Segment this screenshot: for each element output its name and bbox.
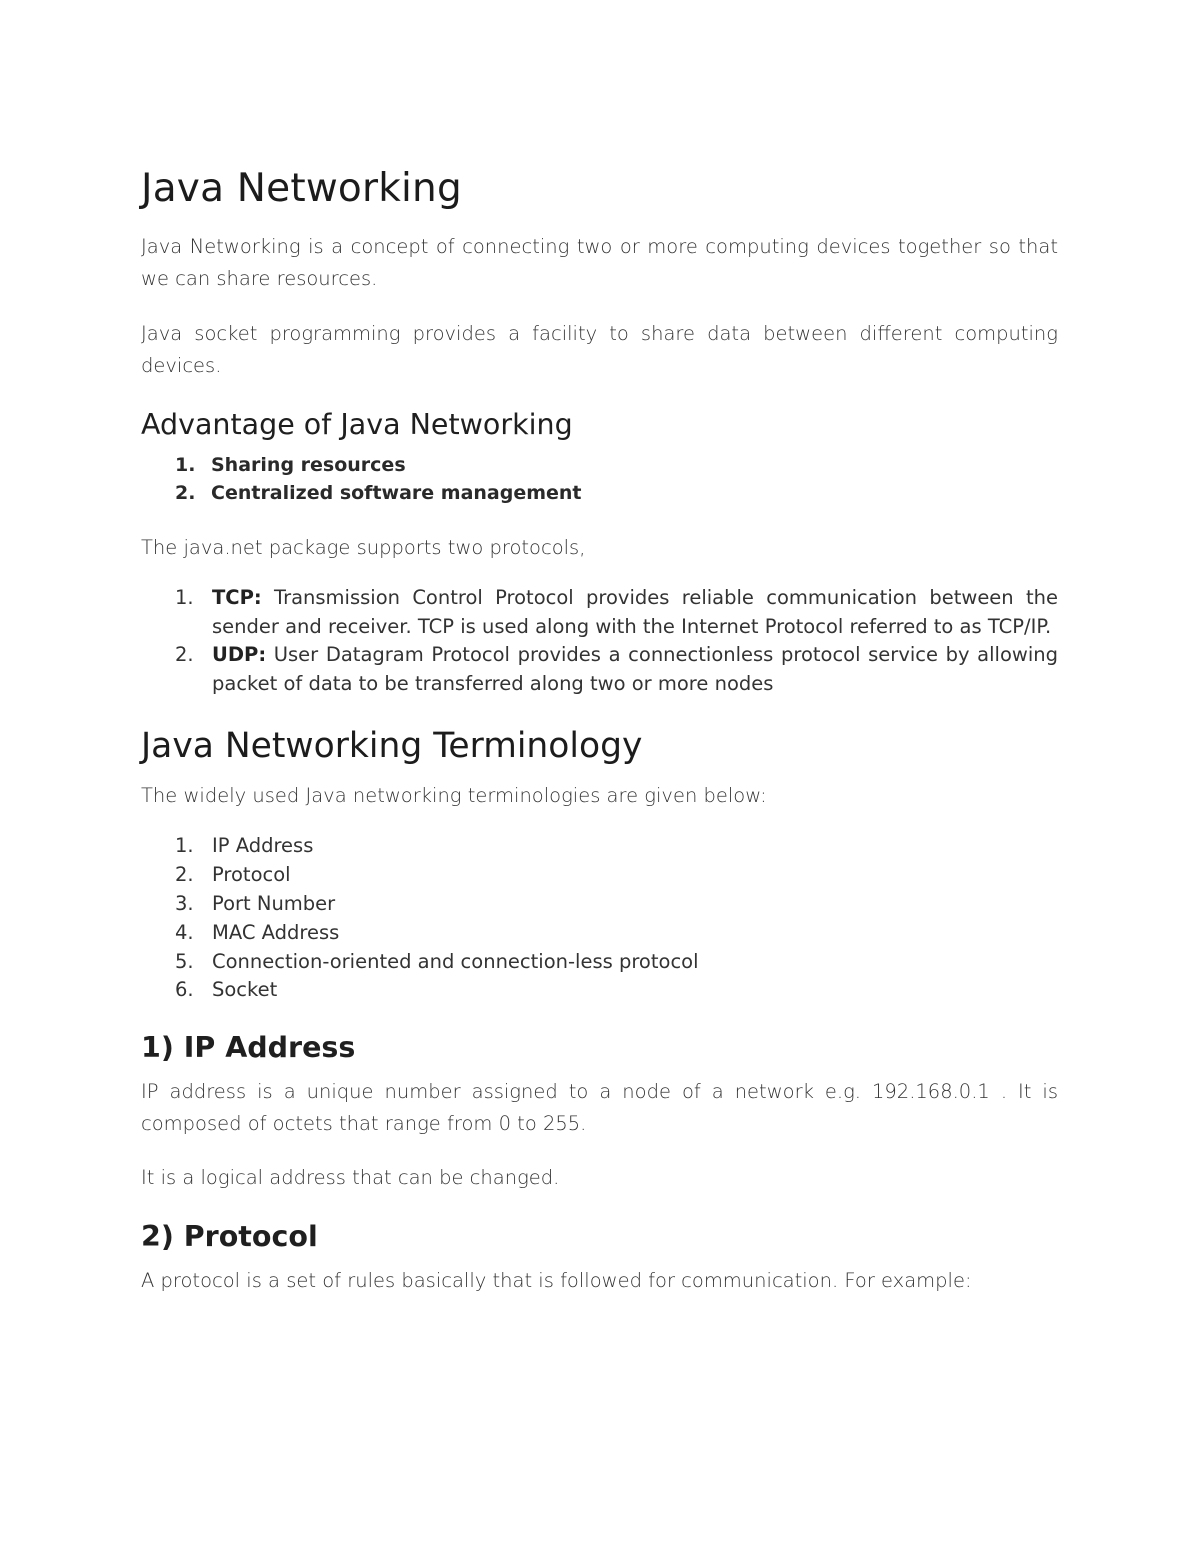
list-item-label: IP Address bbox=[212, 834, 314, 858]
list-item bbox=[141, 919, 1058, 948]
protocol-description: Transmission Control Protocol provides reliable communication between the sender and receiver. TCP is used along with the Internet Protocol referred to as TCP/IP. bbox=[212, 586, 1058, 638]
list-item-label: Socket bbox=[212, 978, 278, 1002]
protocol-paragraph: A protocol is a set of rules basically that is followed for communication. For example: bbox=[141, 1269, 972, 1293]
list-item bbox=[141, 451, 1058, 479]
list-item-label: Centralized software management bbox=[211, 482, 582, 504]
list-item bbox=[141, 948, 1058, 977]
list-item bbox=[141, 976, 1058, 1005]
ip-address-heading: 1) IP Address bbox=[141, 1031, 356, 1065]
list-number: 1. bbox=[175, 834, 194, 858]
protocol-heading: 2) Protocol bbox=[141, 1220, 318, 1254]
list-item bbox=[141, 861, 1058, 890]
intro-paragraph-2: Java socket programming provides a facility to share data between different computing devices. bbox=[141, 322, 1058, 377]
document-page bbox=[141, 165, 1058, 1297]
list-item bbox=[141, 584, 1058, 641]
protocol-term: TCP: bbox=[212, 586, 262, 609]
list-number: 1. bbox=[175, 454, 196, 476]
protocols-list bbox=[141, 584, 1058, 698]
ip-address-paragraph-2: It is a logical address that can be changed. bbox=[141, 1166, 560, 1190]
list-number: 5. bbox=[175, 949, 194, 973]
advantages-list bbox=[141, 451, 1058, 507]
list-number: 2. bbox=[175, 482, 196, 504]
terminology-intro: The widely used Java networking terminologies are given below: bbox=[141, 784, 767, 808]
ip-address-paragraph-1: IP address is a unique number assigned to a node of a network e.g. 192.168.0.1 . It is composed of octets that range from 0 to 255. bbox=[141, 1080, 1058, 1136]
list-item bbox=[141, 890, 1058, 919]
list-number: 4. bbox=[175, 920, 194, 944]
list-number: 2. bbox=[175, 643, 194, 667]
list-number: 6. bbox=[175, 978, 194, 1002]
list-item-label: Connection-oriented and connection-less protocol bbox=[212, 949, 699, 973]
list-item bbox=[141, 641, 1058, 698]
list-item-label: Protocol bbox=[212, 863, 291, 887]
protocol-description: User Datagram Protocol provides a connectionless protocol service by allowing packet of data to be transferred along two or more nodes bbox=[212, 643, 1058, 695]
intro-paragraph-1: Java Networking is a concept of connecting two or more computing devices together so that we can share resources. bbox=[141, 235, 1058, 290]
list-item bbox=[141, 832, 1058, 861]
advantages-heading: Advantage of Java Networking bbox=[141, 408, 573, 441]
terminology-list bbox=[141, 832, 1058, 1005]
list-number: 2. bbox=[175, 863, 194, 887]
list-number: 3. bbox=[175, 891, 194, 915]
list-item-label: Port Number bbox=[212, 891, 336, 915]
list-number: 1. bbox=[175, 586, 194, 609]
list-item-label: Sharing resources bbox=[211, 454, 406, 476]
protocol-term: UDP: bbox=[212, 643, 267, 667]
protocols-intro: The java.net package supports two protocols, bbox=[141, 536, 586, 559]
list-item bbox=[141, 479, 1058, 507]
terminology-heading: Java Networking Terminology bbox=[141, 726, 643, 767]
list-item-label: MAC Address bbox=[212, 920, 340, 944]
document-title: Java Networking bbox=[141, 166, 462, 211]
